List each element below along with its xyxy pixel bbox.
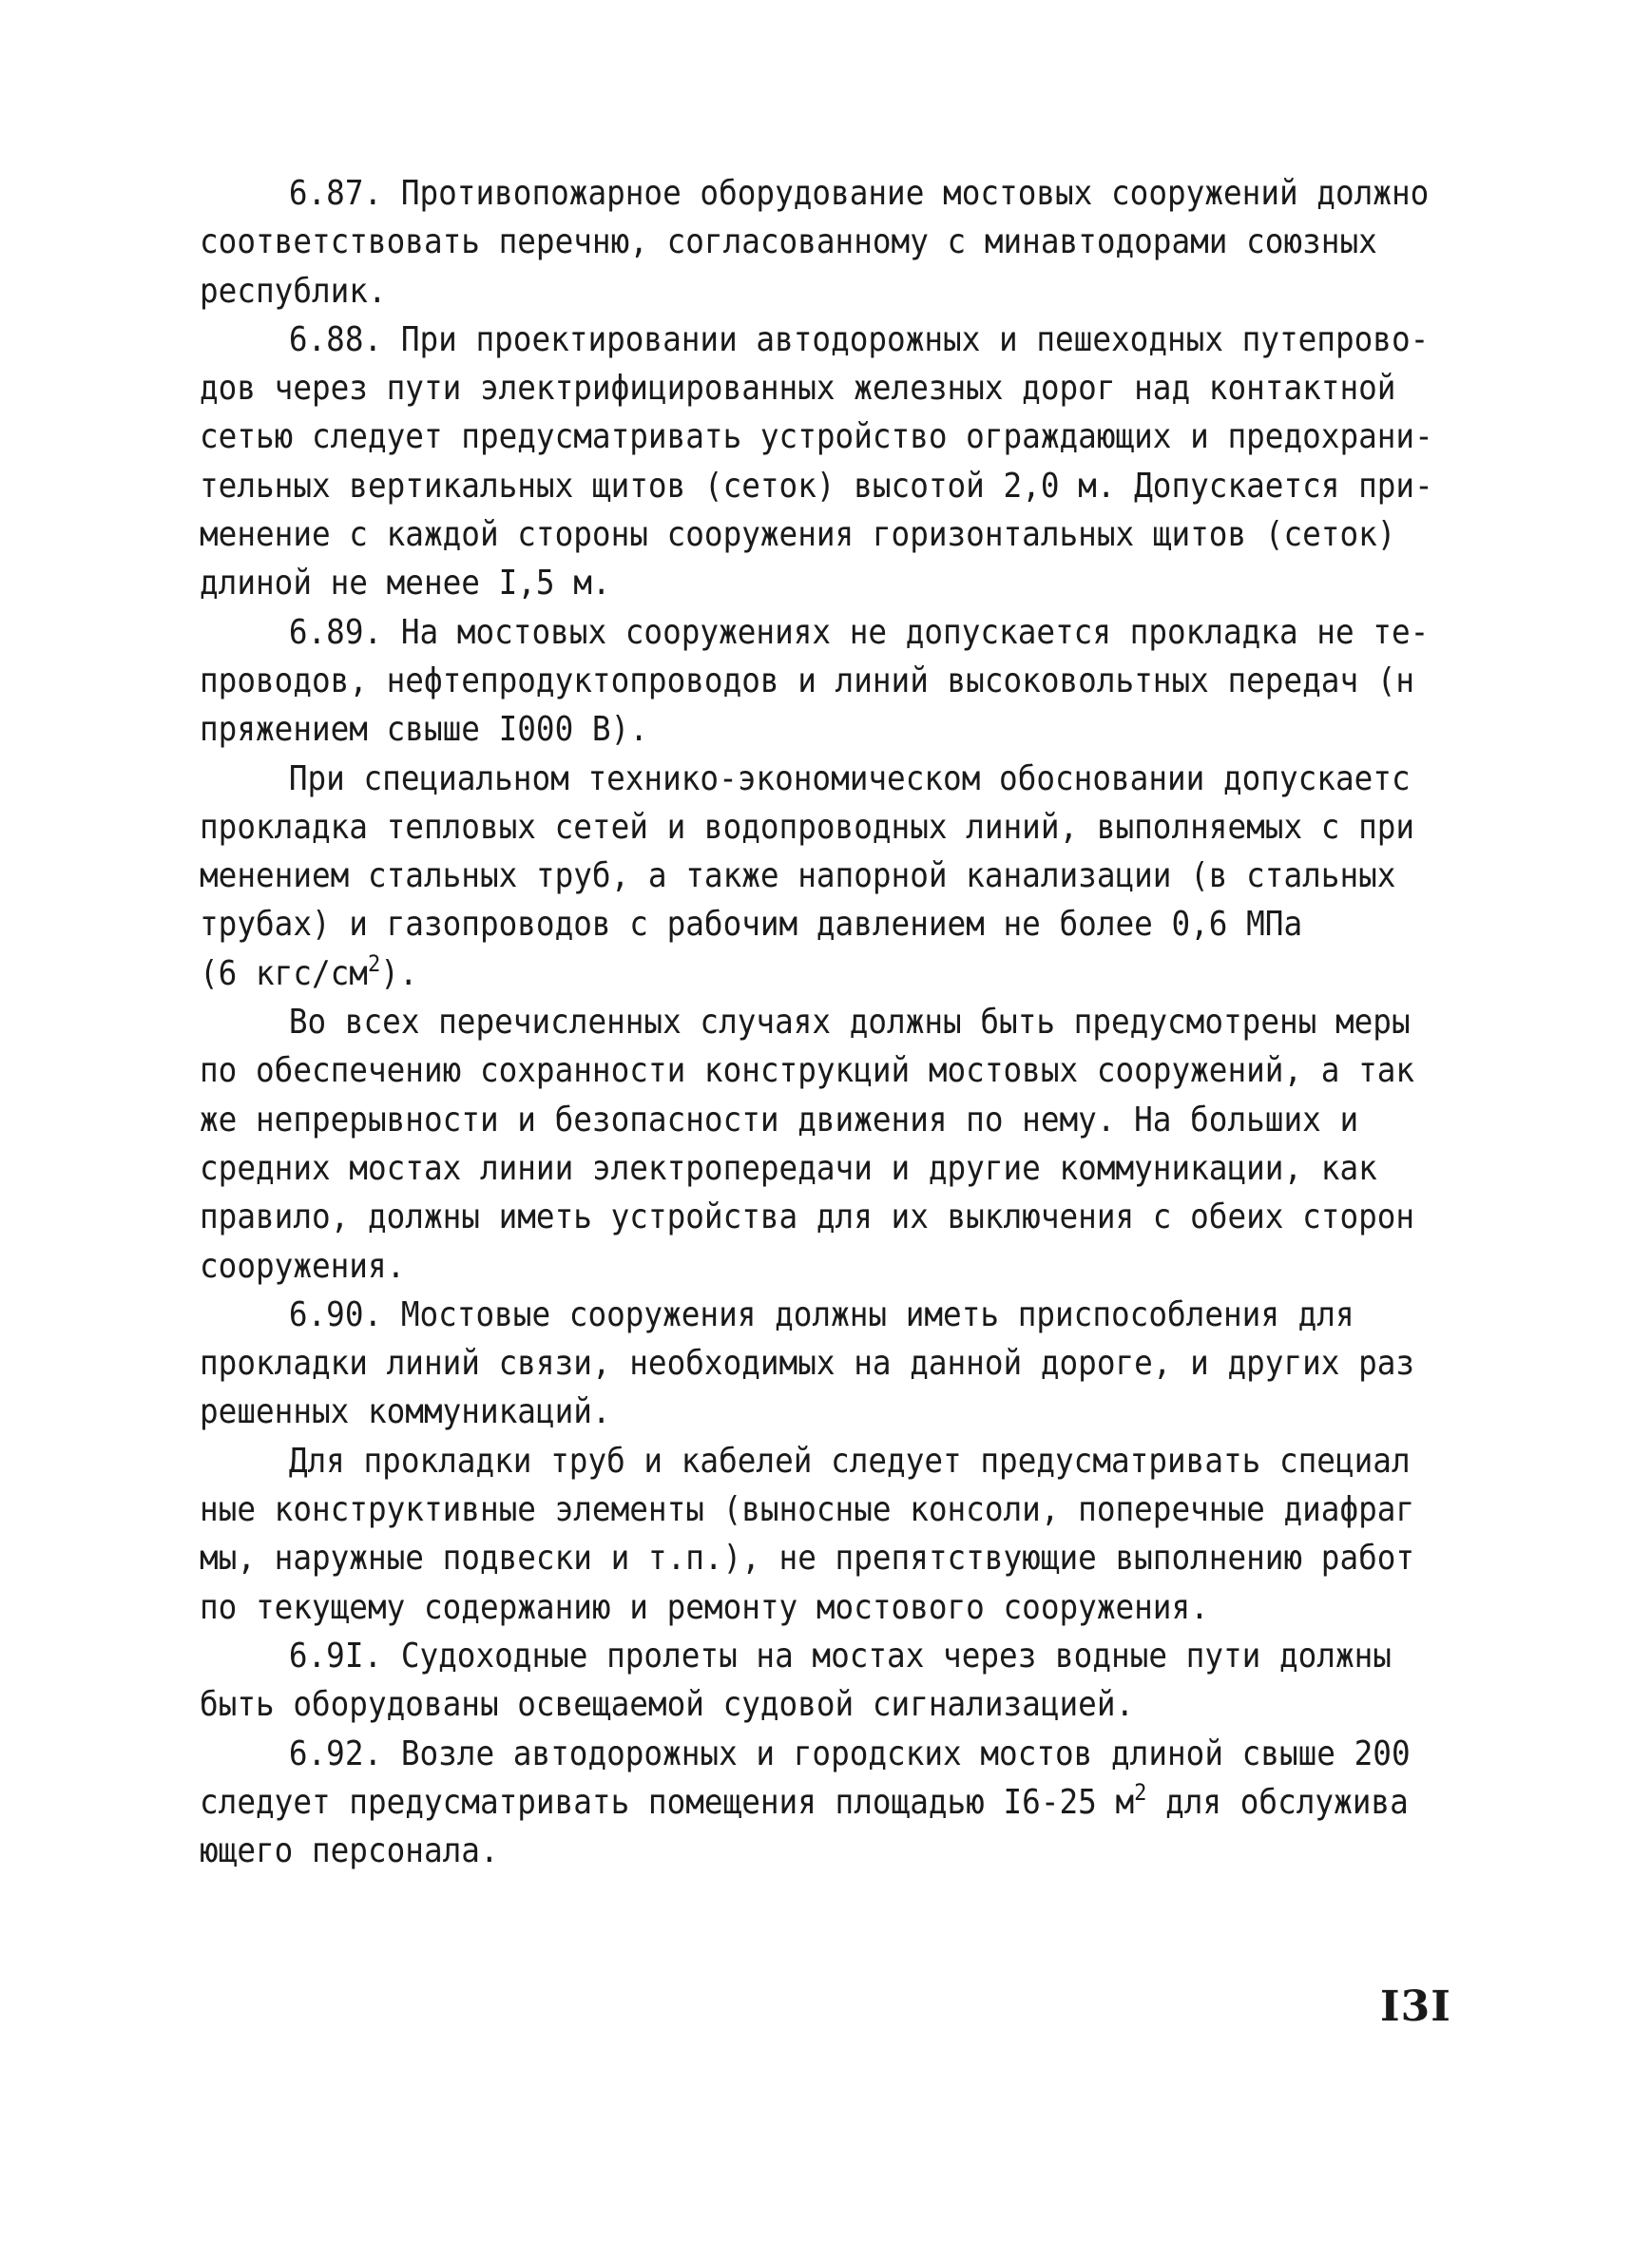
- text-line: [200, 412, 1433, 461]
- text-line: [200, 1193, 1415, 1241]
- text-line-content: прокладки линий связи, необходимых на данной дороге, и других раз: [200, 1344, 1415, 1384]
- text-line-content: пряжением свыше I000 В).: [200, 710, 648, 750]
- text-line-content: сооружения.: [200, 1246, 406, 1286]
- text-line-content: ющего персонала.: [200, 1831, 499, 1871]
- text-line: [200, 559, 1389, 607]
- text-line-content: длиной не менее I,5 м.: [200, 564, 611, 603]
- text-line: [200, 1680, 1389, 1729]
- text-line-content: 6.9I. Судоходные пролеты на мостах через водные пути должны: [288, 1636, 1392, 1676]
- text-line-continuation: ).: [380, 953, 418, 993]
- text-line: [200, 218, 1389, 266]
- text-line: [200, 949, 1389, 998]
- text-line-content: Для прокладки труб и кабелей следует предусматривать специал: [288, 1441, 1411, 1481]
- text-line-content: мы, наружные подвески и т.п.), не препятствующие выполнению работ: [200, 1539, 1415, 1579]
- text-line: [200, 608, 1430, 657]
- text-line-content: соответствовать перечню, согласованному с минавтодорами союзных: [200, 222, 1377, 262]
- text-line-content: сетью следует предусматривать устройство ограждающих и предохрани-: [200, 417, 1433, 457]
- text-line: [200, 852, 1396, 900]
- text-line-content: Во всех перечисленных случаях должны быть предусмотрены меры: [288, 1003, 1411, 1043]
- text-line-content: При специальном технико-экономическом обосновании допускаетс: [288, 758, 1411, 798]
- text-line: [200, 1388, 1389, 1436]
- text-line: [200, 900, 1389, 948]
- text-line-content: проводов, нефтепродуктопроводов и линий высоковольтных передач (н: [200, 661, 1415, 700]
- text-line-content: средних мостах линии электропередачи и другие коммуникации, как: [200, 1148, 1377, 1188]
- text-line: [200, 169, 1430, 218]
- text-line: [200, 1778, 1409, 1827]
- text-line-content: трубах) и газопроводов с рабочим давлением не более 0,6 МПа: [200, 905, 1303, 945]
- text-line: [200, 1242, 1389, 1291]
- text-line-content: по обеспечению сохранности конструкций мостовых сооружений, а так: [200, 1051, 1415, 1091]
- text-line: [200, 364, 1396, 412]
- text-line-content: менение с каждой стороны сооружения горизонтальных щитов (сеток): [200, 515, 1396, 555]
- text-line-content: быть оборудованы освещаемой судовой сигнализацией.: [200, 1685, 1135, 1725]
- text-line: [200, 755, 1411, 803]
- text-line-content: республик.: [200, 271, 387, 311]
- text-line-content: тельных вертикальных щитов (сеток) высотой 2,0 м. Допускается при-: [200, 466, 1433, 506]
- text-line: [200, 316, 1430, 364]
- superscript: 2: [1134, 1778, 1147, 1806]
- text-line: [200, 657, 1415, 705]
- text-line-content: 6.92. Возле автодорожных и городских мостов длиной свыше 200: [288, 1733, 1411, 1773]
- body-text: [200, 169, 1492, 1875]
- text-line: [200, 510, 1396, 559]
- text-line: [200, 1827, 1389, 1875]
- text-line-content: же непрерывности и безопасности движения по нему. На больших и: [200, 1100, 1359, 1140]
- text-line-continuation: для обслужива: [1146, 1782, 1409, 1822]
- text-line-content: 6.88. При проектировании автодорожных и пешеходных путепрово-: [288, 319, 1430, 359]
- text-line: [200, 705, 1389, 754]
- text-line-content: прокладка тепловых сетей и водопроводных линий, выполняемых с при: [200, 807, 1415, 847]
- text-line-content: по текущему содержанию и ремонту мостового сооружения.: [200, 1587, 1209, 1627]
- text-line-content: 6.90. Мостовые сооружения должны иметь приспособления для: [288, 1294, 1354, 1334]
- page-number: I3I: [1380, 1982, 1451, 2031]
- text-line: [200, 1046, 1415, 1095]
- text-line: [200, 998, 1411, 1046]
- text-line: [200, 1339, 1415, 1388]
- superscript: 2: [367, 949, 381, 977]
- text-line: [200, 1583, 1389, 1632]
- text-line-content: 6.87. Противопожарное оборудование мостовых сооружений должно: [288, 174, 1430, 213]
- text-line: [200, 267, 1389, 316]
- text-line: [200, 1144, 1389, 1193]
- text-line-content: (6 кгс/см: [200, 953, 368, 993]
- text-line: [200, 1096, 1389, 1144]
- text-line-content: менением стальных труб, а также напорной канализации (в стальных: [200, 856, 1396, 896]
- text-line: [200, 1291, 1389, 1339]
- text-line: [200, 803, 1415, 852]
- text-line-content: ные конструктивные элементы (выносные консоли, поперечные диафраг: [200, 1490, 1415, 1530]
- text-line-content: дов через пути электрифицированных железных дорог над контактной: [200, 369, 1396, 409]
- text-line: [200, 462, 1433, 510]
- text-line-content: решенных коммуникаций.: [200, 1392, 611, 1432]
- text-line: [200, 1437, 1411, 1485]
- text-line: [200, 1485, 1415, 1534]
- text-line-content: правило, должны иметь устройства для их выключения с обеих сторон: [200, 1197, 1415, 1237]
- text-line: [200, 1632, 1392, 1680]
- text-line: [200, 1730, 1411, 1778]
- text-line-content: 6.89. На мостовых сооружениях не допускается прокладка не те-: [288, 612, 1430, 652]
- text-line: [200, 1534, 1415, 1582]
- text-line-content: следует предусматривать помещения площадью I6-25 м: [200, 1782, 1135, 1822]
